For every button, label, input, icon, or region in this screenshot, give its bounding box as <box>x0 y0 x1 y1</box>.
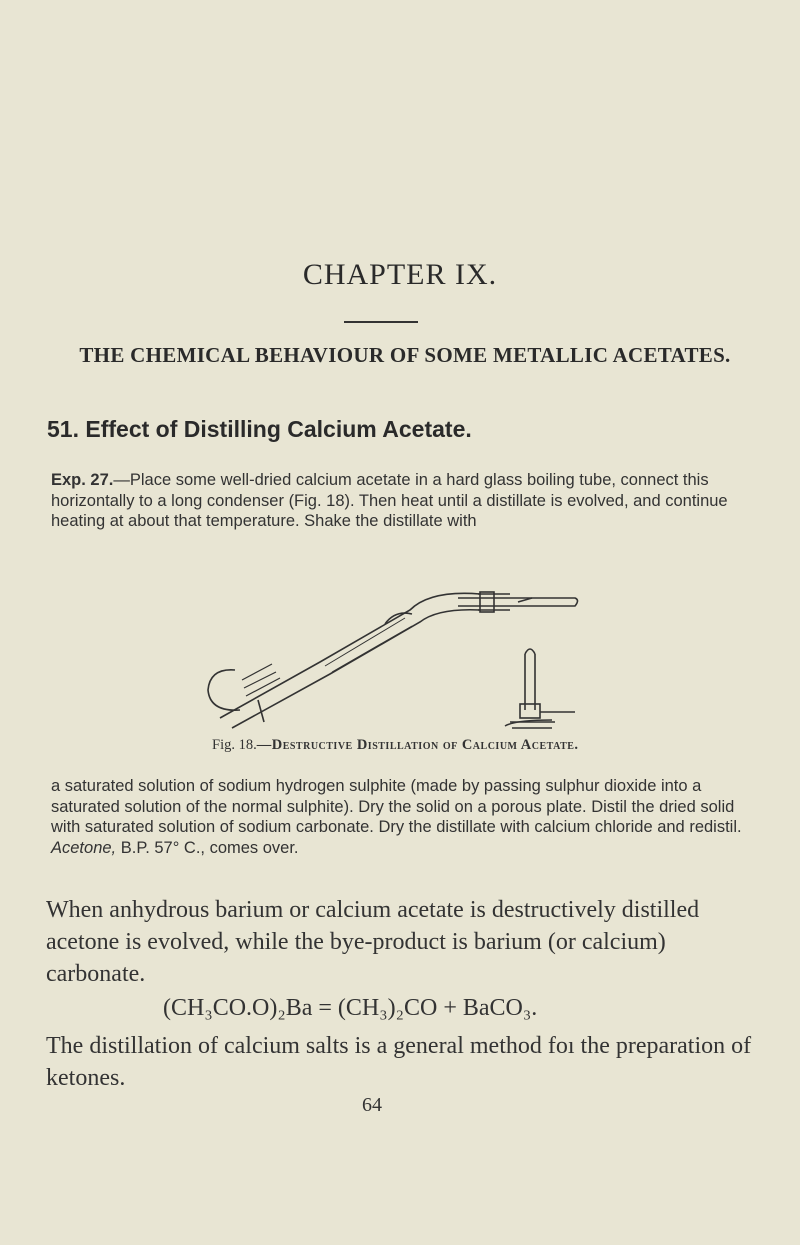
body-paragraph-2: The distillation of calcium salts is a general method foı the preparation of ketones. <box>46 1033 752 1091</box>
experiment-text-b: a saturated solution of sodium hydrogen sulphite (made by passing sulphur dioxide into a saturated solution of the normal sulphite). Dry the solid on a porous plate. Distil the dried solid with saturated solution of sodium carbonate. Dry the distillate with calcium chloride and redistil. <box>51 777 742 836</box>
receiver-clamp <box>520 704 540 718</box>
distillation-apparatus-figure <box>180 580 620 730</box>
receiver-tube <box>525 654 535 710</box>
figure-caption <box>212 737 579 754</box>
experiment-text-c: B.P. 57° C., comes over. <box>116 838 299 857</box>
experiment-continuation <box>51 776 751 858</box>
heading-rule <box>344 321 418 323</box>
delivery-flask <box>208 670 240 710</box>
product-name: Acetone, <box>51 838 117 857</box>
experiment-label: Exp. 27. <box>51 471 114 489</box>
chapter-heading: CHAPTER IX. <box>302 258 498 291</box>
figure-title: —Destructive Distillation of Calcium Acetate. <box>256 737 579 753</box>
experiment-text: —Place some well-dried calcium acetate in a hard glass boiling tube, connect this horizontally to a long condenser (Fig. 18). Then heat until a distillate is evolved, and continue heating at about that temperature. Shake the distillate with <box>51 471 728 530</box>
condenser-tube <box>458 598 578 606</box>
experiment-paragraph <box>51 470 751 532</box>
figure-number: Fig. 18. <box>212 737 257 753</box>
section-heading <box>47 416 472 443</box>
section-title: Effect of Distilling Calcium Acetate. <box>85 416 472 442</box>
chemical-equation: (CH₃CO.O)₂Ba = (CH₃)₂CO + BaCO₃. <box>163 995 538 1021</box>
chapter-title: THE CHEMICAL BEHAVIOUR OF SOME METALLIC ACETATES. <box>79 343 731 367</box>
body-paragraph-1: When anhydrous barium or calcium acetate is destructively distilled acetone is evolved, while the bye-product is barium (or calcium) carbonate. <box>46 897 700 987</box>
stopper <box>480 592 494 612</box>
section-number: 51. <box>47 416 79 442</box>
page-number: 64 <box>362 1094 382 1116</box>
